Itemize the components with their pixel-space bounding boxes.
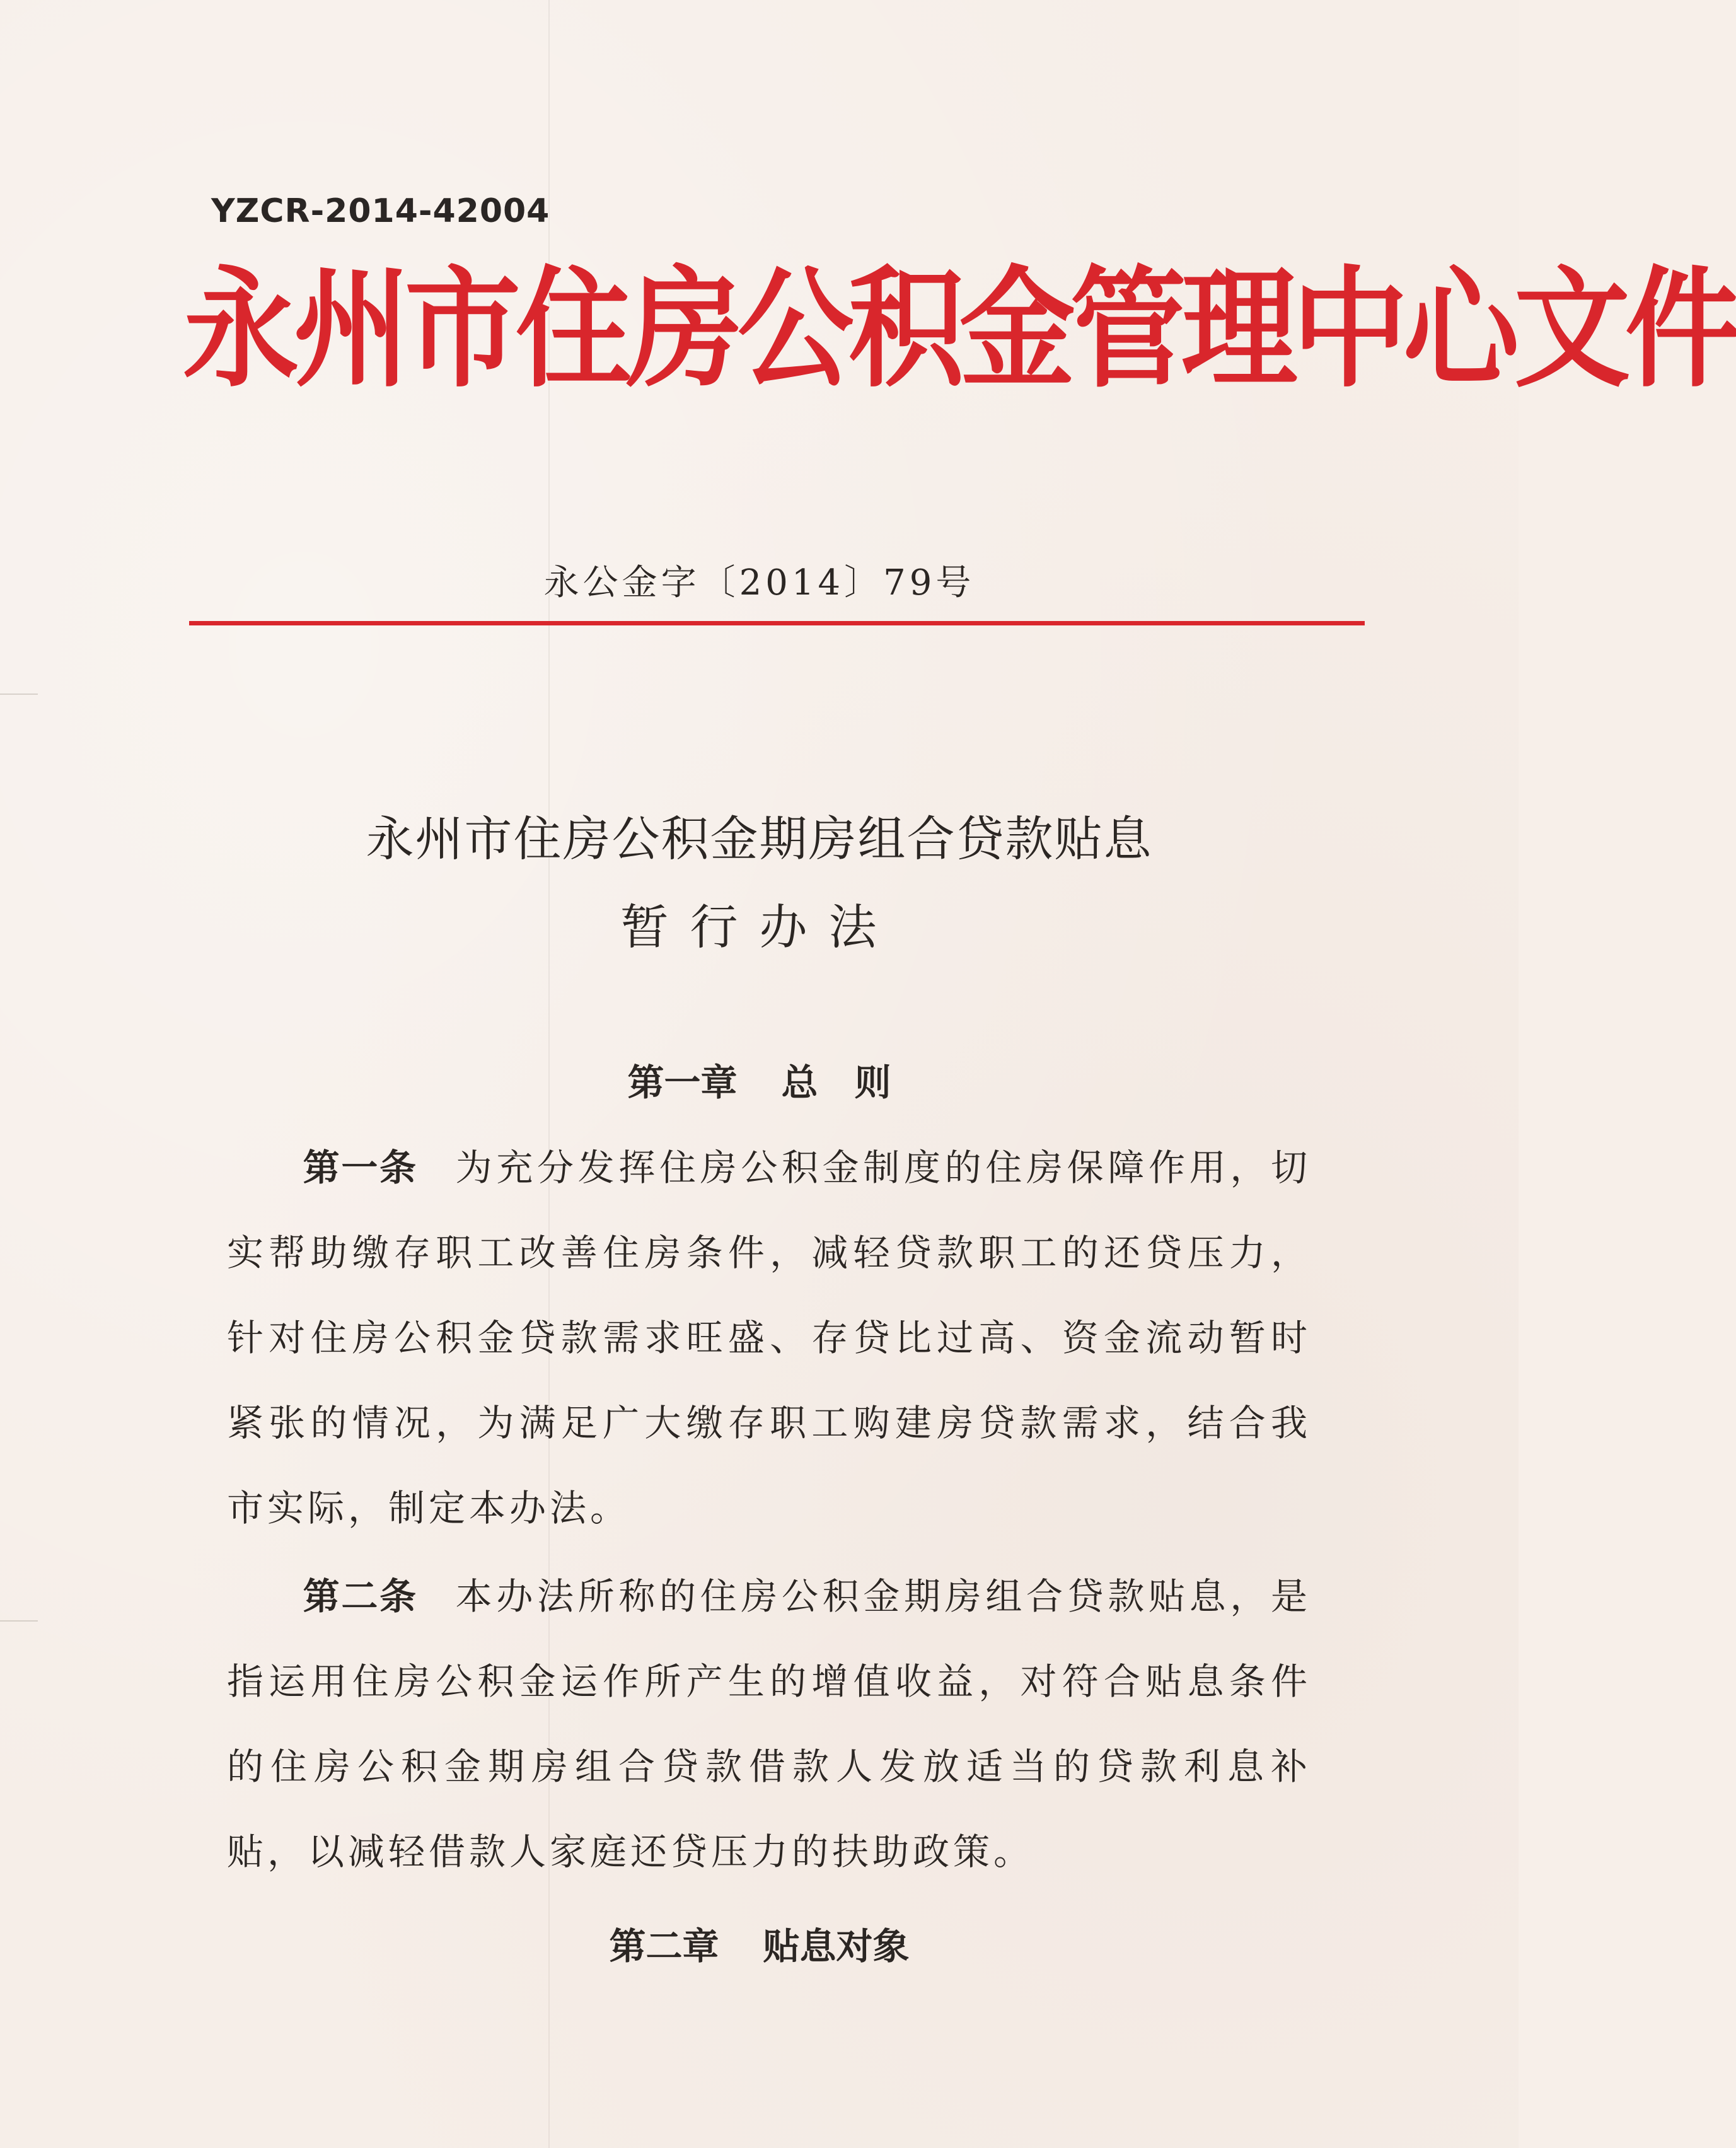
document-code: YZCR-2014-42004 (211, 192, 550, 230)
article-2-label: 第二条 (303, 1575, 418, 1618)
edge-mark (0, 1620, 38, 1622)
document-title-line-2: 暂行办法 (620, 899, 898, 955)
chapter-1-name: 总 则 (781, 1061, 891, 1104)
article-2 (227, 1554, 1311, 1895)
article-2-text: 本办法所称的住房公积金期房组合贷款贴息，是指运用住房公积金运作所产生的增值收益，对符合贴息条件的住房公积金期房组合贷款借款人发放适当的贷款利息补贴，以减轻借款人家庭还贷压力的扶助政策。 (227, 1575, 1311, 1873)
chapter-2-name: 贴息对象 (763, 1925, 910, 1968)
article-1-label: 第一条 (303, 1146, 418, 1189)
article-1 (227, 1125, 1311, 1551)
issuer-header: 永州市住房公积金管理中心文件 (183, 254, 1736, 405)
article-1-text: 为充分发挥住房公积金制度的住房保障作用，切实帮助缴存职工改善住房条件，减轻贷款职工的还贷压力，针对住房公积金贷款需求旺盛、存贷比过高、资金流动暂时紧张的情况，为满足广大缴存职工购建房贷款需求，结合我市实际，制定本办法。 (227, 1146, 1311, 1530)
chapter-2-number: 第二章 (609, 1925, 719, 1968)
chapter-2-heading (0, 1917, 1519, 1970)
chapter-1-heading (0, 1053, 1519, 1106)
chapter-1-number: 第一章 (627, 1061, 738, 1104)
red-divider-line (189, 621, 1365, 625)
edge-mark (0, 694, 38, 695)
document-number: 永公金字〔2014〕79号 (543, 562, 975, 603)
document-title-line-1: 永州市住房公积金期房组合贷款贴息 (366, 811, 1153, 867)
